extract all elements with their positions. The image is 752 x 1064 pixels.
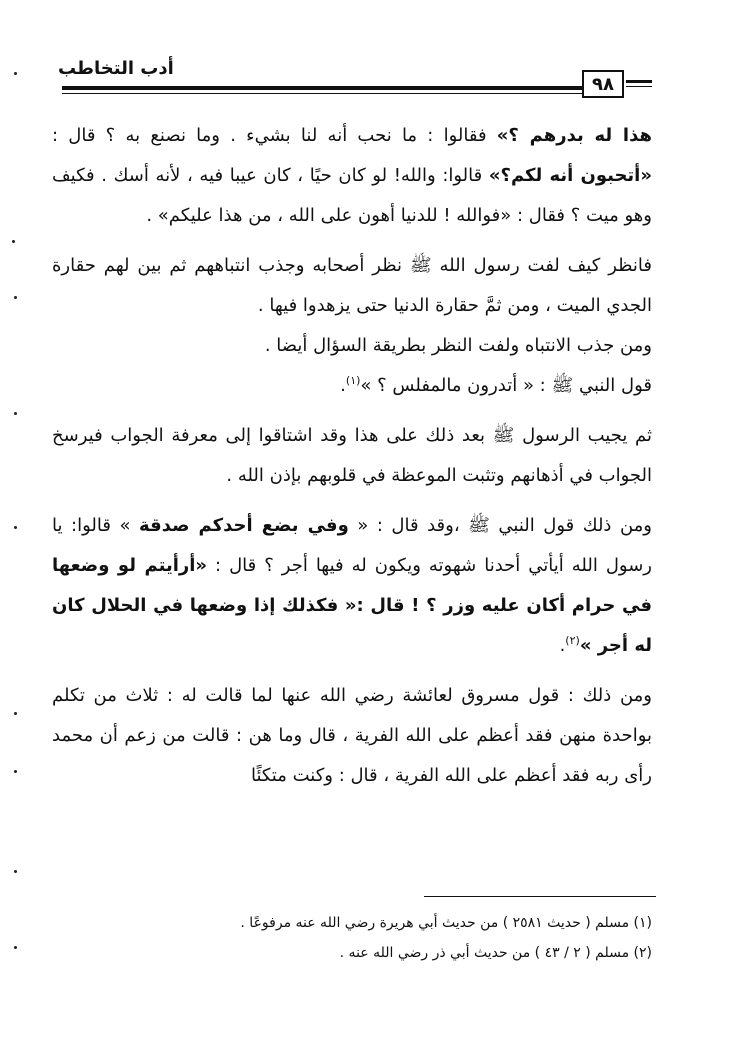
text-run: (٢) <box>565 634 580 647</box>
body-text <box>52 116 652 796</box>
text-run: قالوا: والله! لو كان حيًا ، كان عيبا فيه ، لأنه أسك . فكيف وهو ميت ؟ فقال : «فوالله ! للدنيا أهون على الله ، من هذا عليكم» . <box>52 165 652 226</box>
paragraph-4 <box>52 366 652 406</box>
paragraph-2 <box>52 246 652 326</box>
scan-speck <box>14 870 17 873</box>
text-run: هذا له بدرهم ؟» <box>496 125 652 146</box>
page-number: ٩٨ <box>582 70 624 98</box>
scan-speck <box>14 526 17 529</box>
scan-speck <box>14 770 17 773</box>
paragraph-7 <box>52 676 652 796</box>
paragraph-6 <box>52 506 652 666</box>
text-run: ومن ذلك : قول مسروق لعائشة رضي الله عنها لما قالت له : ثلاث من تكلم بواحدة منهن فقد أعظم على الله الفرية ، قال وما هن : قالت من زعم أن محمد رأى ربه فقد أعظم على الله الفرية ، قال : وكنت متكئًا <box>52 685 652 786</box>
running-title: أدب التخاطب <box>58 58 174 79</box>
paragraph-5 <box>52 416 652 496</box>
text-run: «أرأيتم لو وضعها في حرام أكان عليه وزر ؟ ! قال :« فكذلك إذا وضعها في الحلال كان له أجر » <box>52 555 652 656</box>
text-run: فانظر كيف لفت رسول الله ﷺ نظر أصحابه وجذب انتباههم ثم بين لهم حقارة الجدي الميت ، ومن ثمَّ حقارة الدنيا حتى يزهدوا فيها . <box>52 255 652 316</box>
text-run: ثم يجيب الرسول ﷺ بعد ذلك على هذا وقد اشتاقوا إلى معرفة الجواب فيرسخ الجواب في أذهانهم وتثبت الموعظة في قلوبهم بإذن الله . <box>52 425 652 486</box>
text-run: . <box>559 635 566 656</box>
scan-speck <box>12 240 15 243</box>
scan-speck <box>14 296 17 299</box>
footnote-2: (٢) مسلم ( ٢ / ٤٣ ) من حديث أبي ذر رضي الله عنه . <box>339 945 652 961</box>
paragraph-3 <box>52 326 652 366</box>
scan-speck <box>14 712 17 715</box>
footnote-separator <box>424 896 656 897</box>
text-run: قول النبي ﷺ : « أتدرون مالمفلس ؟ » <box>360 375 652 396</box>
text-run: (١) <box>345 374 361 387</box>
footnote-1: (١) مسلم ( حديث ٢٥٨١ ) من حديث أبي هريرة رضي الله عنه مرفوعًا . <box>240 915 652 931</box>
text-run: وفي بضع أحدكم صدقة <box>139 515 349 536</box>
text-run: «أتحبون أنه لكم؟» <box>488 165 652 186</box>
paragraph-1 <box>52 116 652 236</box>
scan-speck <box>14 946 17 949</box>
text-run: ومن ذلك قول النبي ﷺ ،وقد قال : « <box>348 515 653 536</box>
header-rule-right-thin <box>626 86 652 87</box>
text-run: فقالوا : ما نحب أنه لنا بشيء . وما نصنع به ؟ قال : <box>52 125 497 146</box>
scan-speck <box>14 72 17 75</box>
scan-speck <box>14 412 17 415</box>
footnotes <box>52 908 652 968</box>
header-rule-right-thick <box>626 80 652 83</box>
text-run: . <box>340 375 346 396</box>
header-rule-thick <box>62 86 582 90</box>
text-run: » قالوا: يا رسول الله أيأتي أحدنا شهوته ويكون له فيها أجر ؟ قال : <box>52 515 653 576</box>
text-run: ومن جذب الانتباه ولفت النظر بطريقة السؤال أيضا . <box>264 335 652 356</box>
header-rule-thin <box>62 93 582 94</box>
